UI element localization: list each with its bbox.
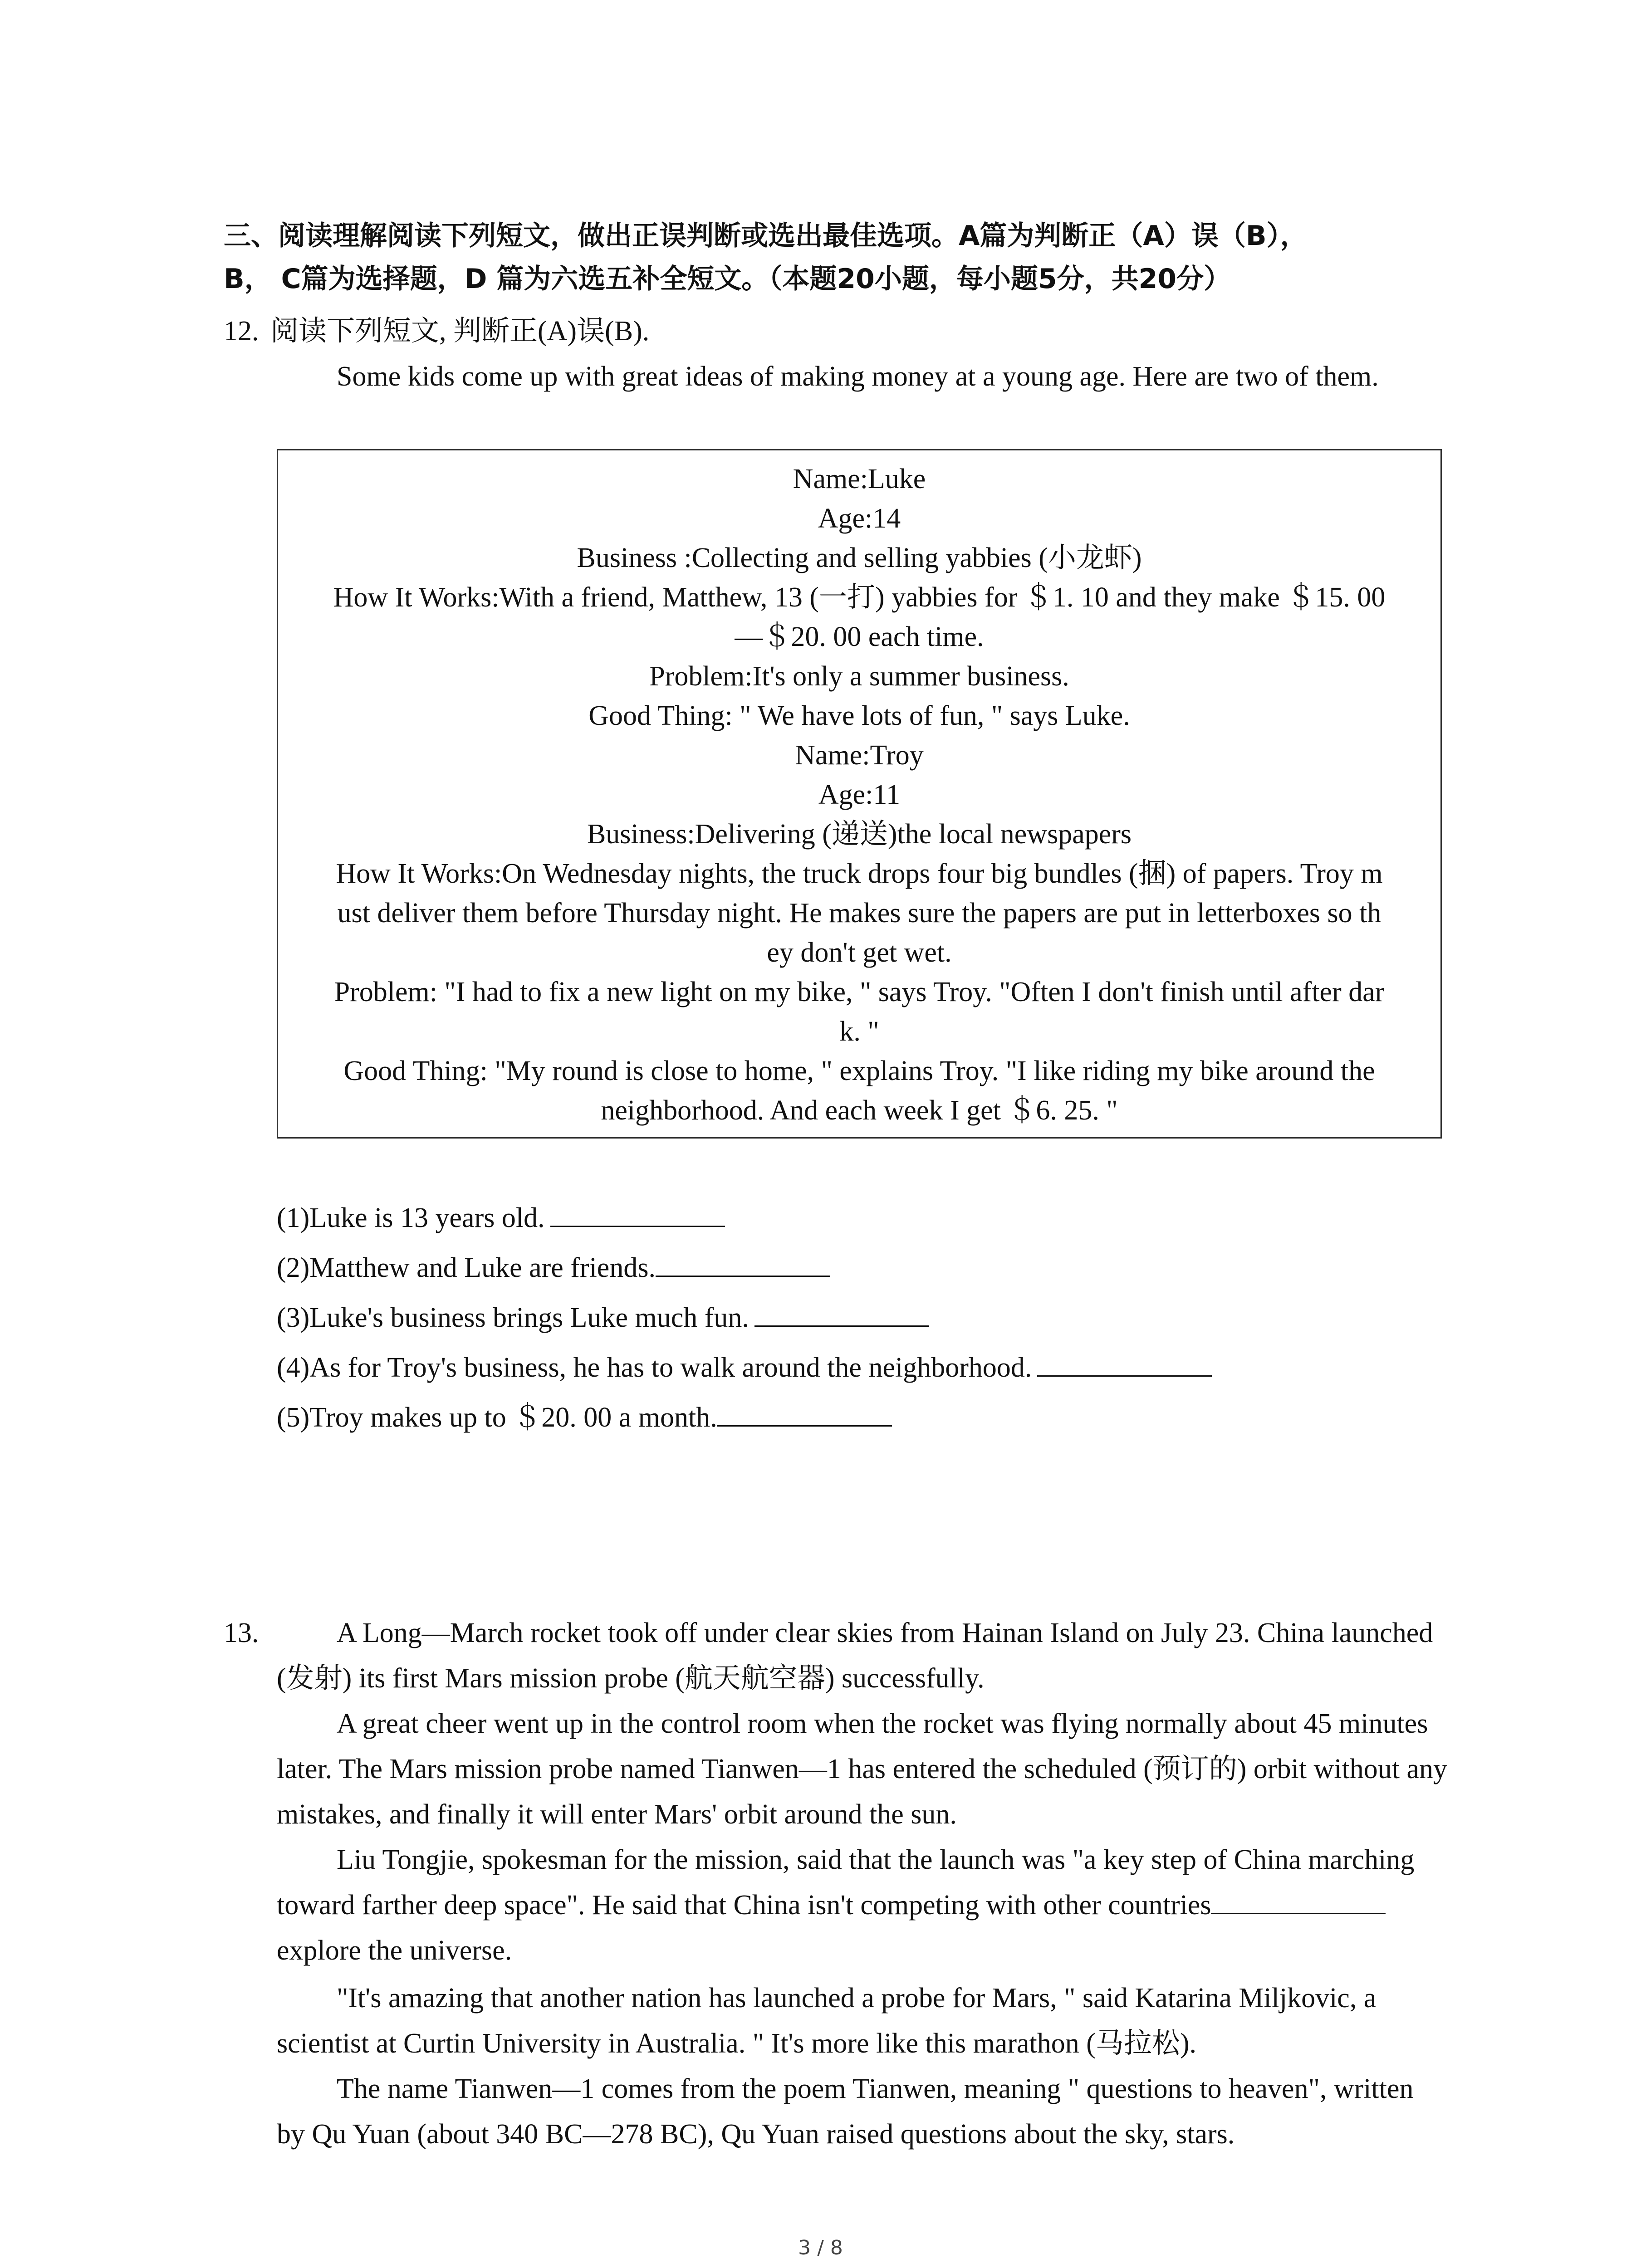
q13-paragraph-1 <box>277 1610 1447 1701</box>
q13-paragraph-2 <box>277 1701 1447 1837</box>
tf-question-text: (4)As for Troy's business, he has to walk around the neighborhood. <box>277 1352 1032 1383</box>
answer-blank[interactable] <box>550 1198 725 1227</box>
question-12-number: 12. <box>224 316 259 347</box>
box-line: Age:14 <box>818 503 901 534</box>
question-12-intro <box>277 354 1447 399</box>
box-line: Name:Luke <box>793 464 926 494</box>
fill-in-blank[interactable] <box>1211 1886 1386 1914</box>
box-line: Business:Delivering (递送)the local newspapers <box>587 819 1132 850</box>
box-line: Good Thing: "My round is close to home, " explains Troy. "I like riding my bike around the <box>343 1056 1375 1086</box>
q13-paragraph-5 <box>277 2066 1447 2157</box>
paragraph-text: Liu Tongjie, spokesman for the mission, said that the launch was "a key step of China marching toward farther deep space". He said that China isn't competing with other countries <box>277 1844 1415 1921</box>
business-info-box <box>277 449 1442 1139</box>
tf-question-4 <box>277 1343 1212 1393</box>
section-header-line-1: 三、阅读理解阅读下列短文，做出正误判断或选出最佳选项。A篇为判断正（A）误（B）， <box>224 220 1308 252</box>
tf-question-5 <box>277 1393 892 1442</box>
answer-blank[interactable] <box>656 1248 830 1277</box>
paragraph-text: A great cheer went up in the control room when the rocket was flying normally about 45 minutes later. The Mars mission probe named Tianwen—1 has entered the scheduled (预订的) orbit without any mistakes, and finally it will enter Mars' orbit around the sun. <box>277 1708 1447 1830</box>
box-line: —＄20. 00 each time. <box>735 621 984 652</box>
question-12-label <box>224 308 649 354</box>
question-13-number: 13. <box>224 1618 259 1648</box>
tf-question-text: (5)Troy makes up to ＄20. 00 a month. <box>277 1402 717 1433</box>
box-line: Age:11 <box>818 779 901 810</box>
answer-blank[interactable] <box>717 1398 892 1427</box>
box-line: How It Works:On Wednesday nights, the truck drops four big bundles (捆) of papers. Troy m <box>336 858 1383 889</box>
paragraph-text: The name Tianwen—1 comes from the poem Tianwen, meaning " questions to heaven", written by Qu Yuan (about 340 BC—278 BC), Qu Yuan raised questions about the sky, stars. <box>277 2073 1414 2150</box>
intro-text: Some kids come up with great ideas of making money at a young age. Here are two of them. <box>337 361 1379 392</box>
paragraph-text: "It's amazing that another nation has launched a probe for Mars, " said Katarina Miljkovic, a scientist at Curtin University in Australia. " It's more like this marathon (马拉松). <box>277 1983 1376 2059</box>
tf-question-text: (3)Luke's business brings Luke much fun. <box>277 1302 749 1333</box>
box-line: Good Thing: " We have lots of fun, " says Luke. <box>588 700 1130 731</box>
paragraph-text: explore the universe. <box>277 1935 512 1966</box>
box-line: Problem:It's only a summer business. <box>649 661 1069 692</box>
answer-blank[interactable] <box>1037 1348 1212 1377</box>
box-line: Problem: "I had to fix a new light on my bike, " says Troy. "Often I don't finish until after dar <box>334 977 1385 1007</box>
box-line: ey don't get wet. <box>767 937 952 968</box>
tf-question-2 <box>277 1243 830 1293</box>
q13-paragraph-3 <box>277 1837 1447 1973</box>
answer-blank[interactable] <box>754 1298 929 1327</box>
box-line: How It Works:With a friend, Matthew, 13 (一打) yabbies for ＄1. 10 and they make ＄15. 00 <box>333 582 1386 613</box>
q13-paragraph-4 <box>277 1975 1447 2066</box>
box-line: Name:Troy <box>795 740 924 771</box>
paragraph-text: A Long—March rocket took off under clear skies from Hainan Island on July 23. China launched (发射) its first Mars mission probe (航天航空器) successfully. <box>277 1618 1433 1694</box>
tf-question-1 <box>277 1193 725 1243</box>
tf-question-3 <box>277 1293 929 1343</box>
tf-question-text: (2)Matthew and Luke are friends. <box>277 1252 656 1283</box>
tf-question-text: (1)Luke is 13 years old. <box>277 1202 545 1233</box>
box-line: Business :Collecting and selling yabbies (小龙虾) <box>577 543 1142 573</box>
box-line: neighborhood. And each week I get ＄6. 25. " <box>601 1095 1118 1126</box>
question-12-instruction: 阅读下列短文, 判断正(A)误(B). <box>270 316 650 347</box>
page-number: 3 / 8 <box>798 2236 843 2259</box>
box-line: k. " <box>839 1016 879 1047</box>
section-header-line-2: B， C篇为选择题，D 篇为六选五补全短文。（本题20小题，每小题5分，共20分） <box>224 263 1231 295</box>
box-line: ust deliver them before Thursday night. He makes sure the papers are put in letterboxes so th <box>337 898 1381 929</box>
